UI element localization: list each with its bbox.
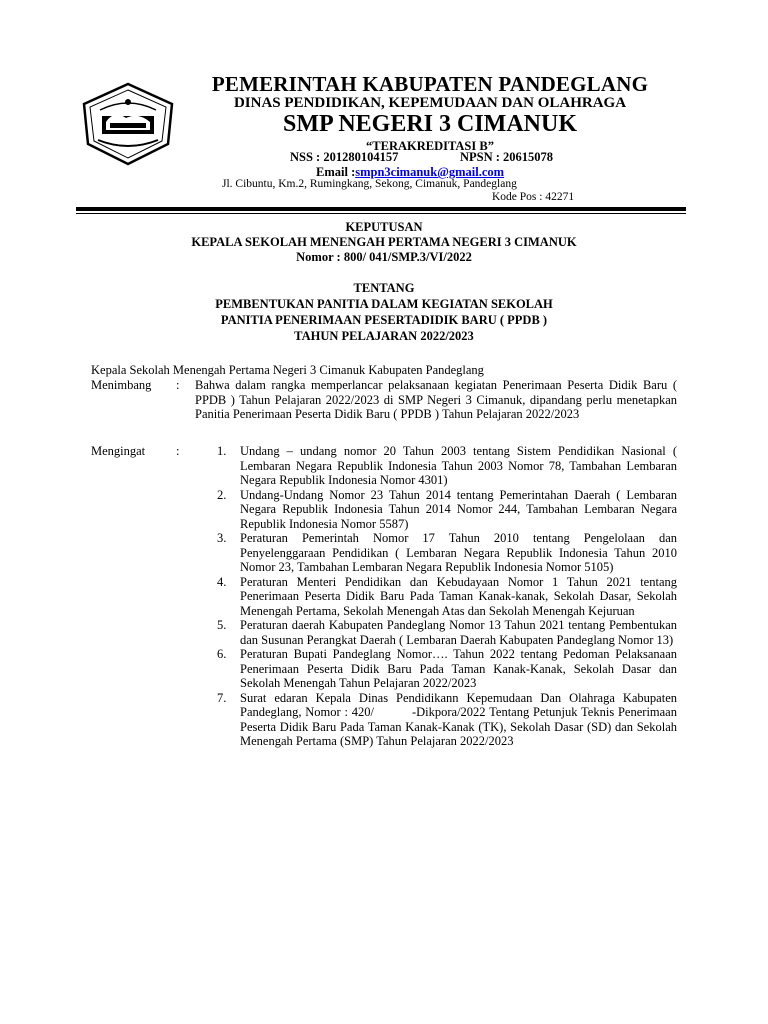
list-item [217,488,677,532]
list-item [217,647,677,691]
recalling-list [217,444,681,749]
list-item [217,618,677,647]
list-item-number: 6. [217,647,227,661]
decree-issuer: KEPALA SEKOLAH MENENGAH PERTAMA NEGERI 3 CIMANUK [191,235,577,249]
list-item [217,531,677,575]
decree-subject-2: PANITIA PENERIMAAN PESERTADIDIK BARU ( PPDB ) [220,313,548,327]
email-label: Email : [316,165,356,179]
letterhead-rule-thick [76,207,686,211]
list-item-number: 4. [217,574,227,589]
recalling-colon: : [176,444,180,458]
letterhead-accreditation: “TERAKREDITASI B” [366,139,494,153]
list-item-number: 2. [217,487,227,502]
decree-about: TENTANG [353,281,415,295]
letterhead-npsn: NPSN : 20615078 [460,150,554,164]
list-item-number: 5. [217,618,227,632]
letterhead-postal-code: Kode Pos : 42271 [492,191,575,203]
letterhead-school-name: SMP NEGERI 3 CIMANUK [282,111,577,137]
decree-subject-3: TAHUN PELAJARAN 2022/2023 [294,329,474,343]
list-item [217,690,681,749]
list-item [217,444,677,488]
list-item [217,575,677,619]
list-item-text: Peraturan daerah Kabupaten Pandeglang Nomor 13 Tahun 2021 tentang Pembentukan dan Susunan Perangkat Daerah ( Lembaran Daerah Kabupaten Pandeglang Nomor 13) [240,618,677,647]
list-item-text: Undang-Undang Nomor 23 Tahun 2014 tentang Pemerintahan Daerah ( Lembaran Negara Republik Indonesia Tahun 2014 Nomor 244, Tambahan Lembaran Negara Republik Indonesia Nomor 5587) [240,487,677,531]
list-item-text: Peraturan Bupati Pandeglang Nomor…. Tahun 2022 tentang Pedoman Pelaksanaan Penerimaan Peserta Didik Baru Pada Taman Kanak-Kanak, Sekolah Dasar dan Sekolah Menengah Tahun Pelajaran 2022/2023 [240,647,677,690]
letterhead-nss: NSS : 201280104157 [290,150,399,164]
list-item-number: 1. [217,444,227,458]
considering-colon: : [176,378,180,392]
letterhead-department: DINAS PENDIDIKAN, KEPEMUDAAN DAN OLAHRAGA [233,95,627,111]
considering-label: Menimbang [91,378,152,392]
email-link[interactable]: smpn3cimanuk@gmail.com [355,165,505,179]
opening-line: Kepala Sekolah Menengah Pertama Negeri 3 Cimanuk Kabupaten Pandeglang [91,363,484,377]
list-item-text: Surat edaran Kepala Dinas Pendidikann Kepemudaan Dan Olahraga Kabupaten Pandeglang, Nomor : 420/ -Dikpora/2022 Tentang Petunjuk Teknis Penerimaan Peserta Didik Baru Pada Taman Kanak-Kanak (TK), Sekolah Dasar (SD) dan Sekolah Menengah Pertama (SMP) Tahun Pelajaran 2022/2023 [240,690,681,748]
decree-subject-1: PEMBENTUKAN PANITIA DALAM KEGIATAN SEKOLAH [215,297,553,311]
regency-crest-icon [80,82,176,166]
letterhead-rule-thin [76,213,686,214]
letterhead-government: PEMERINTAH KABUPATEN PANDEGLANG [211,72,649,96]
list-item-text: Undang – undang nomor 20 Tahun 2003 tentang Sistem Pendidikan Nasional ( Lembaran Negara Republik Indonesia Tahun 2003 Nomor 78, Tambahan Lembaran Negara Republik Indonesia Nomor 4301) [240,444,677,487]
decree-number: Nomor : 800/ 041/SMP.3/VI/2022 [296,250,472,264]
recalling-label: Mengingat [91,444,146,458]
considering-text: Bahwa dalam rangka memperlancar pelaksanaan kegiatan Penerimaan Peserta Didik Baru ( PPDB ) Tahun Pelajaran 2022/2023 di SMP Negeri 3 Cimanuk, dipandang perlu menetapkan Panitia Penerimaan Peserta Didik Baru ( PPDB ) Tahun Pelajaran 2022/2023 [195,378,677,421]
list-item-text: Peraturan Pemerintah Nomor 17 Tahun 2010 tentang Pengelolaan dan Penyelenggaraan Pendidikan ( Lembaran Negara Republik Indonesia Tahun 2010 Nomor 23, Tambahan Lembaran Negara Republik Indonesia Nomor 5105) [240,531,677,574]
list-item-number: 3. [217,531,227,545]
list-item-number: 7. [217,690,227,705]
list-item-text: Peraturan Menteri Pendidikan dan Kebudayaan Nomor 1 Tahun 2021 tentang Penerimaan Peserta Didik Baru Pada Taman Kanak-kanak, Sekolah Dasar, Sekolah Menengah Pertama, Sekolah Menengah Atas dan Sekolah Menengah Kejuruan [240,574,677,618]
letterhead-address: Jl. Cibuntu, Km.2, Rumingkang, Sekong, Cimanuk, Pandeglang [222,178,517,190]
decree-title: KEPUTUSAN [345,220,423,234]
